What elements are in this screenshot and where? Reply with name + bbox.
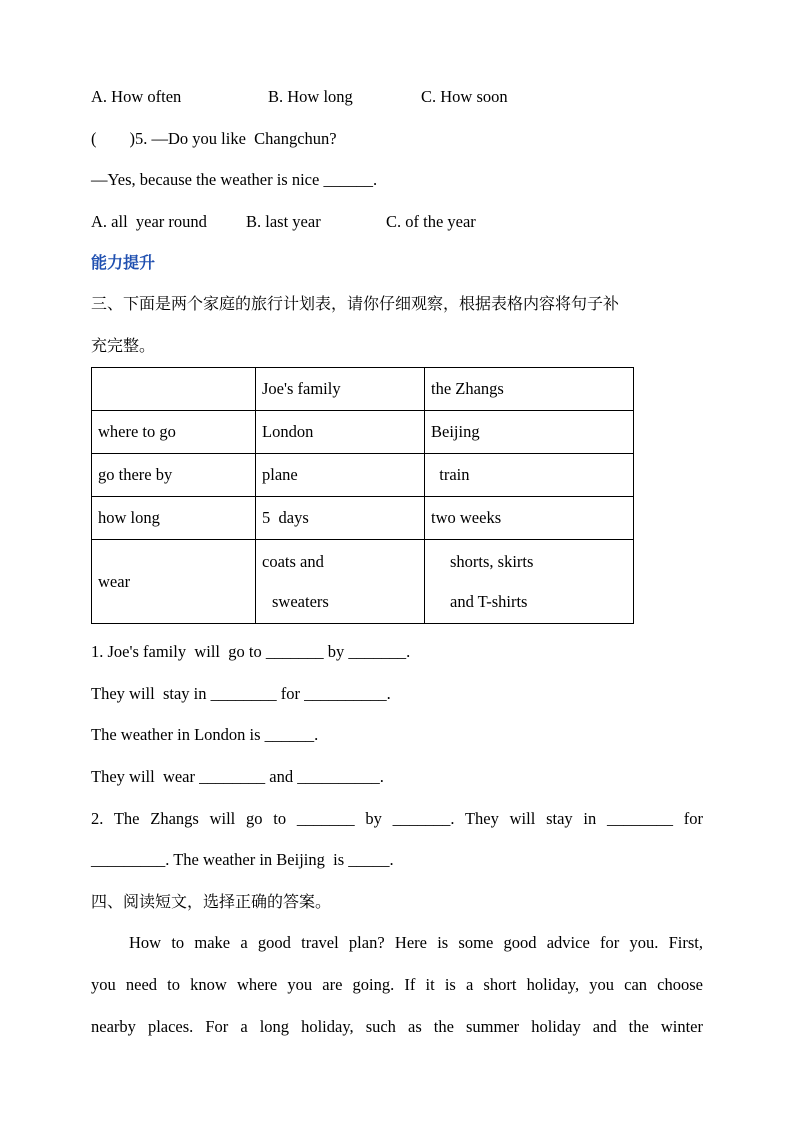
sentence-6: _________. The weather in Beijing is _____. (91, 850, 394, 869)
table-cell: Beijing (425, 411, 634, 454)
wear-joe-line1: coats and (262, 551, 324, 571)
section4-instruction: 四、阅读短文，选择正确的答案。 (91, 892, 332, 911)
q5-answer: —Yes, because the weather is nice ______. (91, 170, 378, 189)
table-cell: two weeks (425, 497, 634, 540)
table-header-cell: Joe's family (256, 368, 425, 411)
table-row-label: go there by (92, 454, 256, 497)
table-header-row (92, 368, 634, 411)
section3-instruction-line2: 充完整。 (91, 336, 156, 355)
section-heading: 能力提升 (91, 253, 156, 272)
table-row-label: how long (92, 497, 256, 540)
wear-zhangs-line2: and T-shirts (450, 591, 528, 611)
section3-instruction-line1: 三、下面是两个家庭的旅行计划表，请你仔细观察，根据表格内容将句子补 (91, 294, 620, 313)
q4-option-a: A. How often (91, 87, 182, 106)
table-cell: 5 days (256, 497, 425, 540)
travel-plan-table (91, 367, 634, 624)
table-row (92, 411, 634, 454)
table-row-label: where to go (92, 411, 256, 454)
q5-stem: ( )5. —Do you like Changchun? (91, 129, 337, 148)
passage-line-3: nearby places. For a long holiday, such as the summer holiday and the winter (91, 1017, 703, 1036)
table-row (92, 540, 634, 624)
passage-line-2: you need to know where you are going. If it is a short holiday, you can choose (91, 975, 703, 994)
q5-option-a: A. all year round (91, 212, 207, 231)
q5-option-b: B. last year (246, 212, 321, 231)
table-row-label: wear (92, 540, 256, 624)
table-cell (256, 540, 425, 624)
table-cell (425, 540, 634, 624)
table-row (92, 497, 634, 540)
table-cell: London (256, 411, 425, 454)
sentence-5: 2. The Zhangs will go to _______ by _______. They will stay in ________ for (91, 809, 703, 828)
table-header-cell (92, 368, 256, 411)
q4-option-b: B. How long (268, 87, 353, 106)
sentence-1: 1. Joe's family will go to _______ by _______. (91, 642, 411, 661)
sentence-2: They will stay in ________ for __________. (91, 684, 391, 703)
q5-option-c: C. of the year (386, 212, 476, 231)
table-row (92, 454, 634, 497)
sentence-3: The weather in London is ______. (91, 725, 319, 744)
passage-line-1: How to make a good travel plan? Here is some good advice for you. First, (129, 933, 703, 952)
table-cell: plane (256, 454, 425, 497)
wear-joe-line2: sweaters (272, 591, 329, 611)
q4-option-c: C. How soon (421, 87, 508, 106)
table-cell: train (425, 454, 634, 497)
table-header-cell: the Zhangs (425, 368, 634, 411)
sentence-4: They will wear ________ and __________. (91, 767, 384, 786)
wear-zhangs-line1: shorts, skirts (450, 551, 534, 571)
